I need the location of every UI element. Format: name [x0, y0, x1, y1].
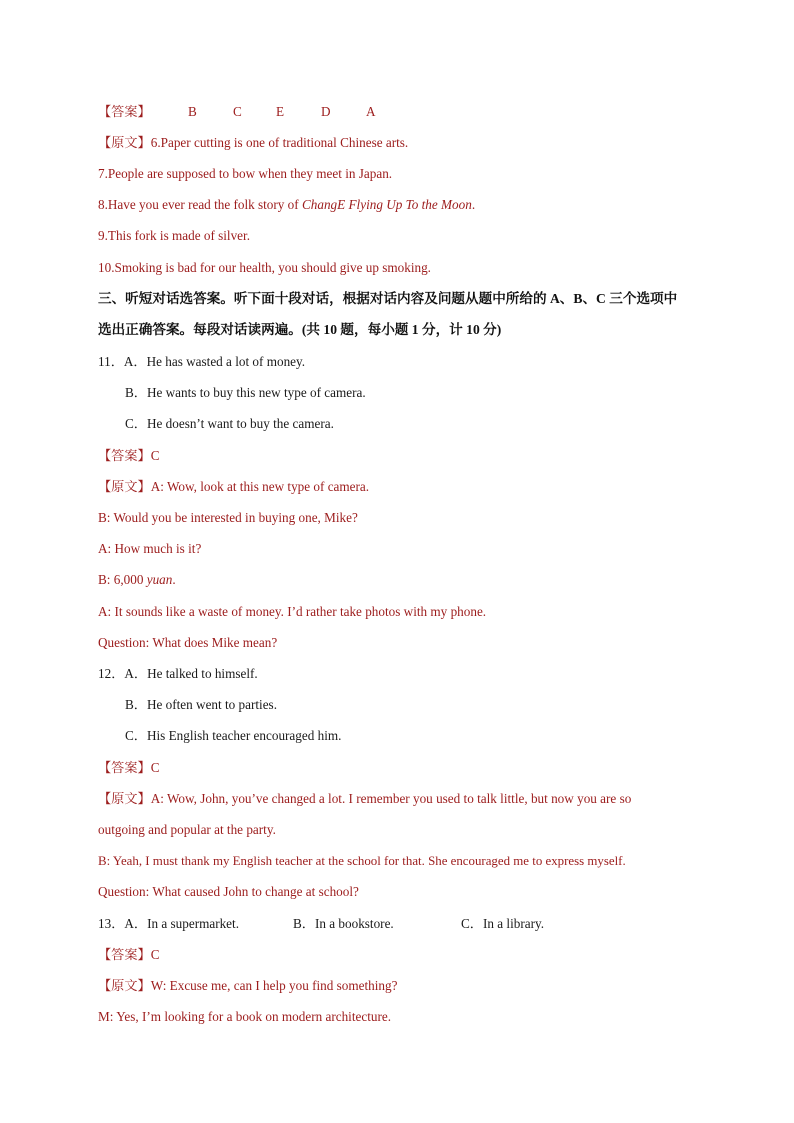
q11-transcript-line-4: [98, 571, 176, 589]
q13-answer: [98, 946, 160, 964]
transcript-line-8: [98, 196, 475, 214]
q13-transcript-line-1: [98, 977, 397, 995]
transcript-text: 8.Have you ever read the folk story of: [98, 197, 302, 212]
story-title: ChangE Flying Up To the Moon: [301, 197, 472, 212]
transcript-text: .: [172, 572, 176, 587]
q11-transcript-line-5: A: It sounds like a waste of money. I’d rather take photos with my phone.: [98, 604, 487, 619]
answer-value: C: [150, 448, 160, 463]
q12-question: Question: What caused John to change at school?: [98, 884, 359, 899]
q12-transcript-line-3: B: Yeah, I must thank my English teacher at the school for that. She encouraged me to express myself.: [98, 854, 626, 868]
answer-letter: B: [188, 104, 197, 119]
section-heading-line-1: 三、听短对话选答案。听下面十段对话，根据对话内容及问题从题中所给的 A、B、C 三个选项中: [98, 291, 678, 306]
q11-option-a: 11．A．He has wasted a lot of money.: [98, 354, 306, 369]
transcript-line-9: 9.This fork is made of silver.: [98, 228, 250, 243]
answer-tag: 【答案】: [98, 760, 151, 775]
q12-transcript-line-2: outgoing and popular at the party.: [98, 822, 276, 837]
answer-row-6-10: [98, 103, 418, 121]
q11-option-b: B．He wants to buy this new type of camera.: [125, 385, 366, 400]
transcript-text: A: Wow, John, you’ve changed a lot. I remember you used to talk little, but now you are so: [150, 791, 632, 806]
answer-letter: E: [276, 104, 285, 119]
section-heading-line-2: 选出正确答案。每段对话读两遍。(共 10 题，每小题 1 分，计 10 分): [98, 322, 502, 337]
q13-option-a: 13．A．In a supermarket.: [98, 916, 239, 931]
q12-option-a: 12．A．He talked to himself.: [98, 666, 258, 681]
transcript-text: 6.Paper cutting is one of traditional Chinese arts.: [150, 135, 409, 150]
q11-option-c: C．He doesn’t want to buy the camera.: [125, 416, 334, 431]
q12-option-c: C．His English teacher encouraged him.: [125, 728, 342, 743]
q13-option-b: B．In a bookstore.: [293, 916, 394, 931]
answer-value: C: [150, 760, 160, 775]
answer-tag: 【答案】: [98, 104, 151, 119]
transcript-tag: 【原文】: [98, 791, 151, 806]
answer-letter: C: [233, 104, 242, 119]
transcript-tag: 【原文】: [98, 135, 151, 150]
transcript-line-6: [98, 134, 408, 152]
transcript-text: W: Excuse me, can I help you find something?: [150, 978, 398, 993]
q13-option-c: C．In a library.: [461, 916, 545, 931]
answer-letter: A: [366, 104, 376, 119]
transcript-tag: 【原文】: [98, 978, 151, 993]
answer-letter: D: [321, 104, 331, 119]
q13-transcript-line-2: M: Yes, I’m looking for a book on modern architecture.: [98, 1009, 391, 1024]
q12-answer: [98, 759, 160, 777]
currency-word: yuan: [146, 572, 173, 587]
q11-transcript-line-3: A: How much is it?: [98, 541, 202, 556]
transcript-line-10: 10.Smoking is bad for our health, you should give up smoking.: [98, 260, 431, 275]
transcript-line-7: 7.People are supposed to bow when they meet in Japan.: [98, 166, 393, 181]
q11-question: Question: What does Mike mean?: [98, 635, 278, 650]
answer-tag: 【答案】: [98, 448, 151, 463]
transcript-tag: 【原文】: [98, 479, 151, 494]
transcript-text: .: [471, 197, 476, 212]
transcript-text: A: Wow, look at this new type of camera.: [150, 479, 370, 494]
transcript-text: B: 6,000: [98, 572, 147, 587]
answer-value: C: [150, 947, 160, 962]
q11-answer: [98, 447, 160, 465]
q11-transcript-line-2: B: Would you be interested in buying one, Mike?: [98, 510, 358, 525]
answer-tag: 【答案】: [98, 947, 151, 962]
q12-option-b: B．He often went to parties.: [125, 697, 277, 712]
q12-transcript-line-1: [98, 790, 631, 808]
q11-transcript-line-1: [98, 478, 369, 496]
